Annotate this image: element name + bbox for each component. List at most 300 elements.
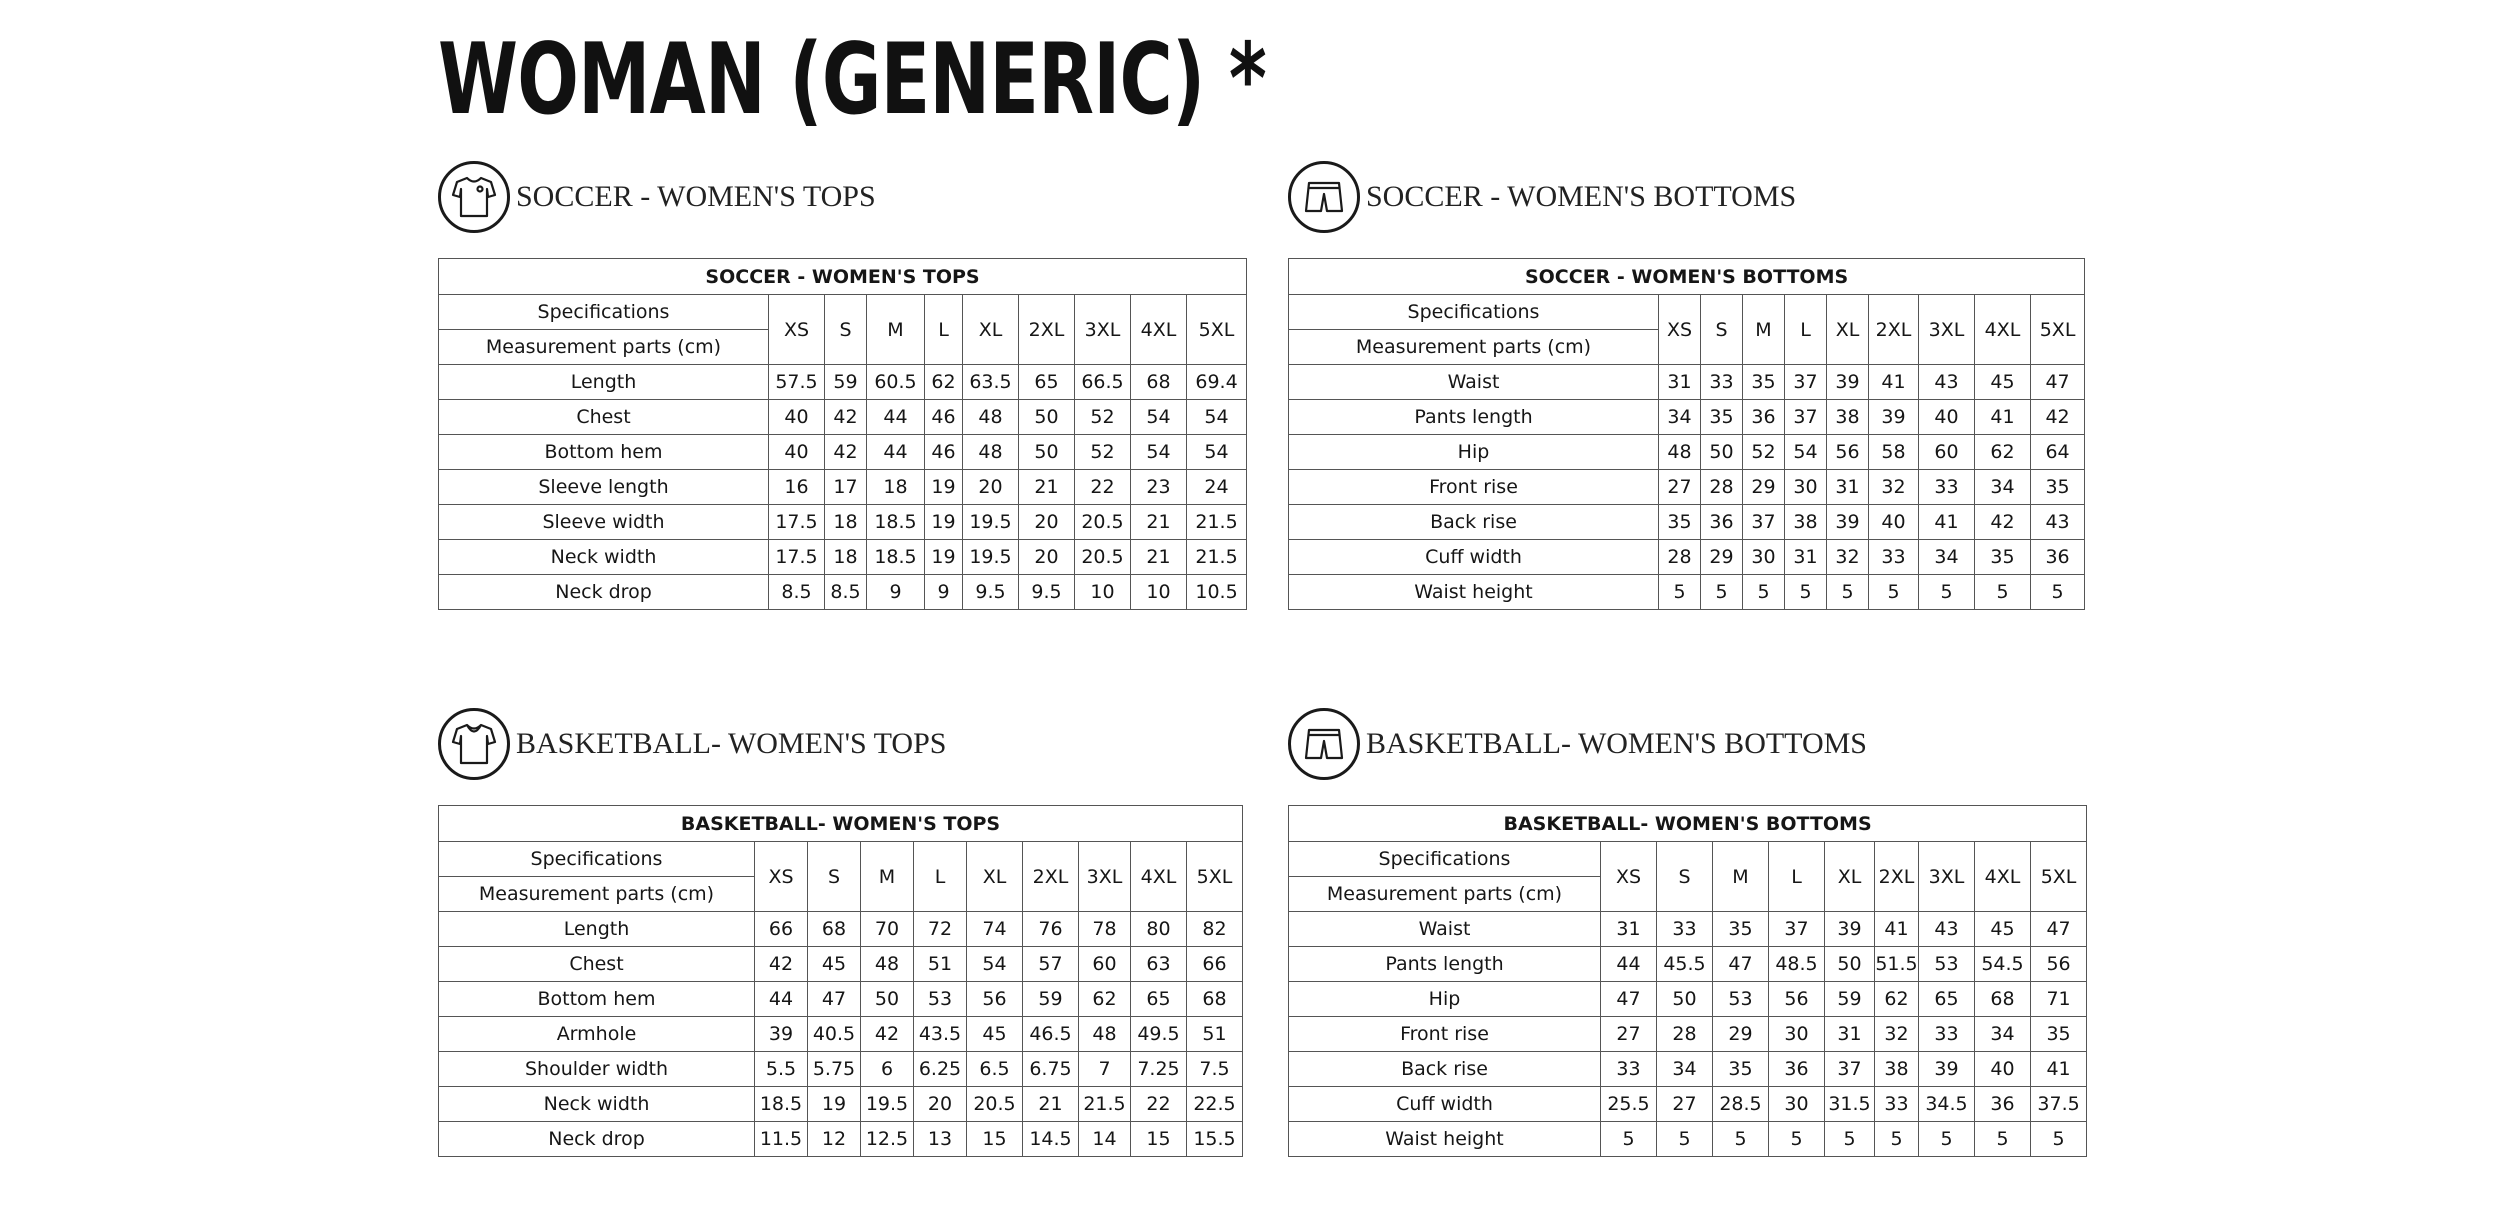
table-cell: 15.5: [1187, 1122, 1243, 1157]
row-label: Chest: [439, 400, 769, 435]
table-cell: 35: [1701, 400, 1743, 435]
table-cell: 34: [1975, 1017, 2031, 1052]
table-cell: 10.5: [1187, 575, 1247, 610]
table-cell: 5: [1919, 1122, 1975, 1157]
size-header-xl: XL: [963, 295, 1019, 365]
section-basketball-tops: [438, 707, 1236, 1150]
table-cell: 35: [2031, 470, 2085, 505]
table-cell: 27: [1601, 1017, 1657, 1052]
table-cell: 18.5: [867, 540, 925, 575]
row-label: Front rise: [1289, 1017, 1601, 1052]
table-cell: 64: [2031, 435, 2085, 470]
table-cell: 71: [2031, 982, 2087, 1017]
table-cell: 66: [755, 912, 808, 947]
table-row: [1289, 947, 2087, 982]
size-header-l: L: [1769, 842, 1825, 912]
table-row: [439, 982, 1243, 1017]
size-header-4xl: 4XL: [1975, 842, 2031, 912]
basketball-jersey-icon-glyph: [451, 722, 497, 766]
size-header-3xl: 3XL: [1079, 842, 1131, 912]
table-cell: 69.4: [1187, 365, 1247, 400]
table-caption-row: [439, 259, 1247, 295]
table-cell: 36: [1743, 400, 1785, 435]
table-row: [439, 470, 1247, 505]
table-row: [1289, 1017, 2087, 1052]
size-header-m: M: [1713, 842, 1769, 912]
shorts-icon: [1288, 708, 1360, 780]
size-chart-table: [1288, 258, 2085, 610]
table-cell: 7.5: [1187, 1052, 1243, 1087]
size-header-m: M: [867, 295, 925, 365]
specifications-label: Specifications: [439, 842, 755, 877]
table-cell: 22: [1131, 1087, 1187, 1122]
table-cell: 37: [1743, 505, 1785, 540]
table-cell: 21.5: [1187, 540, 1247, 575]
row-label: Length: [439, 912, 755, 947]
table-cell: 21.5: [1079, 1087, 1131, 1122]
table-cell: 38: [1875, 1052, 1919, 1087]
row-label: Bottom hem: [439, 982, 755, 1017]
table-cell: 5: [2031, 575, 2085, 610]
table-cell: 37: [1769, 912, 1825, 947]
size-header-3xl: 3XL: [1075, 295, 1131, 365]
table-cell: 33: [1875, 1087, 1919, 1122]
row-label: Pants length: [1289, 400, 1659, 435]
table-cell: 53: [914, 982, 967, 1017]
size-header-4xl: 4XL: [1975, 295, 2031, 365]
table-row: [439, 365, 1247, 400]
size-header-4xl: 4XL: [1131, 842, 1187, 912]
table-cell: 35: [1713, 1052, 1769, 1087]
table-cell: 34: [1657, 1052, 1713, 1087]
table-cell: 42: [755, 947, 808, 982]
table-cell: 53: [1919, 947, 1975, 982]
size-header-2xl: 2XL: [1875, 842, 1919, 912]
table-row: [439, 540, 1247, 575]
table-cell: 12.5: [861, 1122, 914, 1157]
table-cell: 54: [1187, 400, 1247, 435]
table-cell: 30: [1785, 470, 1827, 505]
table-row: [1289, 982, 2087, 1017]
section-heading: [438, 160, 876, 234]
table-cell: 33: [1701, 365, 1743, 400]
size-header-2xl: 2XL: [1019, 295, 1075, 365]
table-cell: 41: [2031, 1052, 2087, 1087]
table-cell: 34: [1659, 400, 1701, 435]
table-cell: 18: [825, 505, 867, 540]
table-cell: 50: [861, 982, 914, 1017]
size-header-2xl: 2XL: [1869, 295, 1919, 365]
size-header-s: S: [808, 842, 861, 912]
table-cell: 5: [1657, 1122, 1713, 1157]
size-header-4xl: 4XL: [1131, 295, 1187, 365]
table-cell: 50: [1019, 400, 1075, 435]
table-cell: 14.5: [1023, 1122, 1079, 1157]
table-cell: 70: [861, 912, 914, 947]
table-cell: 57: [1023, 947, 1079, 982]
section-heading: [1288, 160, 1796, 234]
size-chart-table: [438, 805, 1243, 1157]
table-row: [1289, 1122, 2087, 1157]
row-label: Pants length: [1289, 947, 1601, 982]
table-cell: 42: [2031, 400, 2085, 435]
table-cell: 39: [1919, 1052, 1975, 1087]
table-cell: 5: [1659, 575, 1701, 610]
table-cell: 56: [967, 982, 1023, 1017]
table-cell: 52: [1075, 435, 1131, 470]
table-caption-row: [439, 806, 1243, 842]
size-header-s: S: [1657, 842, 1713, 912]
table-cell: 20.5: [1075, 540, 1131, 575]
table-cell: 62: [1975, 435, 2031, 470]
table-row: [439, 505, 1247, 540]
table-cell: 19: [925, 470, 963, 505]
table-cell: 47: [808, 982, 861, 1017]
measurement-parts-label: Measurement parts (cm): [1289, 877, 1601, 912]
size-header-m: M: [861, 842, 914, 912]
table-cell: 44: [1601, 947, 1657, 982]
table-cell: 32: [1869, 470, 1919, 505]
table-cell: 45: [967, 1017, 1023, 1052]
table-header-row: [439, 295, 1247, 330]
measurement-parts-label: Measurement parts (cm): [439, 330, 769, 365]
table-cell: 8.5: [825, 575, 867, 610]
table-cell: 17.5: [769, 540, 825, 575]
table-cell: 29: [1701, 540, 1743, 575]
table-cell: 35: [1743, 365, 1785, 400]
table-cell: 30: [1743, 540, 1785, 575]
table-cell: 32: [1875, 1017, 1919, 1052]
table-cell: 43: [1919, 912, 1975, 947]
table-cell: 5: [1601, 1122, 1657, 1157]
table-cell: 48: [963, 435, 1019, 470]
table-cell: 53: [1713, 982, 1769, 1017]
table-cell: 43.5: [914, 1017, 967, 1052]
table-header-row: [1289, 842, 2087, 877]
table-cell: 82: [1187, 912, 1243, 947]
size-header-xl: XL: [967, 842, 1023, 912]
table-cell: 54: [967, 947, 1023, 982]
table-cell: 21.5: [1187, 505, 1247, 540]
size-header-5xl: 5XL: [2031, 842, 2087, 912]
table-cell: 44: [867, 400, 925, 435]
table-cell: 7.25: [1131, 1052, 1187, 1087]
table-cell: 5: [1769, 1122, 1825, 1157]
table-row: [1289, 540, 2085, 575]
row-label: Neck width: [439, 540, 769, 575]
measurement-parts-label: Measurement parts (cm): [1289, 330, 1659, 365]
row-label: Back rise: [1289, 1052, 1601, 1087]
table-cell: 54: [1187, 435, 1247, 470]
size-header-3xl: 3XL: [1919, 295, 1975, 365]
table-cell: 45: [1975, 912, 2031, 947]
size-chart-table: [438, 258, 1247, 610]
section-title: SOCCER - WOMEN'S TOPS: [516, 180, 876, 213]
table-cell: 27: [1657, 1087, 1713, 1122]
page-title: WOMAN (GENERIC) *: [438, 23, 1267, 137]
table-cell: 63: [1131, 947, 1187, 982]
table-cell: 32: [1827, 540, 1869, 575]
table-cell: 39: [1825, 912, 1875, 947]
table-cell: 51: [914, 947, 967, 982]
table-cell: 6.25: [914, 1052, 967, 1087]
table-cell: 35: [1975, 540, 2031, 575]
table-cell: 51.5: [1875, 947, 1919, 982]
table-header-row: [1289, 295, 2085, 330]
table-cell: 50: [1701, 435, 1743, 470]
row-label: Hip: [1289, 982, 1601, 1017]
table-cell: 76: [1023, 912, 1079, 947]
row-label: Cuff width: [1289, 540, 1659, 575]
table-cell: 27: [1659, 470, 1701, 505]
row-label: Waist height: [1289, 575, 1659, 610]
table-cell: 46.5: [1023, 1017, 1079, 1052]
table-caption: BASKETBALL- WOMEN'S BOTTOMS: [1289, 806, 2087, 842]
table-cell: 74: [967, 912, 1023, 947]
table-cell: 5: [1713, 1122, 1769, 1157]
table-cell: 21: [1019, 470, 1075, 505]
table-row: [439, 1017, 1243, 1052]
table-cell: 47: [1601, 982, 1657, 1017]
table-row: [439, 1087, 1243, 1122]
table-row: [1289, 400, 2085, 435]
table-cell: 30: [1769, 1087, 1825, 1122]
table-row: [1289, 575, 2085, 610]
table-cell: 54: [1131, 435, 1187, 470]
row-label: Neck drop: [439, 575, 769, 610]
table-cell: 48: [963, 400, 1019, 435]
table-cell: 9.5: [1019, 575, 1075, 610]
basketball-jersey-icon: [438, 708, 510, 780]
table-cell: 45.5: [1657, 947, 1713, 982]
table-cell: 22: [1075, 470, 1131, 505]
table-cell: 20: [914, 1087, 967, 1122]
table-cell: 21: [1131, 540, 1187, 575]
table-cell: 35: [1713, 912, 1769, 947]
table-cell: 31.5: [1825, 1087, 1875, 1122]
row-label: Sleeve length: [439, 470, 769, 505]
table-row: [1289, 365, 2085, 400]
table-cell: 19: [808, 1087, 861, 1122]
size-header-5xl: 5XL: [2031, 295, 2085, 365]
table-cell: 25.5: [1601, 1087, 1657, 1122]
table-cell: 6: [861, 1052, 914, 1087]
table-cell: 20: [1019, 540, 1075, 575]
table-cell: 44: [867, 435, 925, 470]
table-cell: 5: [1827, 575, 1869, 610]
table-cell: 36: [1975, 1087, 2031, 1122]
table-cell: 43: [2031, 505, 2085, 540]
table-cell: 72: [914, 912, 967, 947]
table-cell: 29: [1743, 470, 1785, 505]
row-label: Length: [439, 365, 769, 400]
table-cell: 10: [1075, 575, 1131, 610]
table-cell: 18: [825, 540, 867, 575]
table-cell: 15: [967, 1122, 1023, 1157]
table-cell: 5: [2031, 1122, 2087, 1157]
shorts-icon-glyph: [1304, 727, 1344, 761]
table-cell: 5: [1975, 1122, 2031, 1157]
table-cell: 65: [1919, 982, 1975, 1017]
size-header-s: S: [1701, 295, 1743, 365]
table-cell: 80: [1131, 912, 1187, 947]
section-heading: [1288, 707, 1867, 781]
table-cell: 48: [1079, 1017, 1131, 1052]
table-cell: 13: [914, 1122, 967, 1157]
table-cell: 19.5: [963, 505, 1019, 540]
table-cell: 39: [1869, 400, 1919, 435]
table-cell: 28.5: [1713, 1087, 1769, 1122]
table-cell: 43: [1919, 365, 1975, 400]
row-label: Chest: [439, 947, 755, 982]
table-cell: 52: [1075, 400, 1131, 435]
table-cell: 58: [1869, 435, 1919, 470]
table-cell: 38: [1785, 505, 1827, 540]
table-caption: SOCCER - WOMEN'S BOTTOMS: [1289, 259, 2085, 295]
table-cell: 63.5: [963, 365, 1019, 400]
table-cell: 66.5: [1075, 365, 1131, 400]
size-header-xs: XS: [1601, 842, 1657, 912]
table-caption: BASKETBALL- WOMEN'S TOPS: [439, 806, 1243, 842]
table-cell: 6.5: [967, 1052, 1023, 1087]
section-title: SOCCER - WOMEN'S BOTTOMS: [1366, 180, 1797, 213]
table-row: [439, 1052, 1243, 1087]
row-label: Waist height: [1289, 1122, 1601, 1157]
row-label: Waist: [1289, 912, 1601, 947]
table-cell: 48.5: [1769, 947, 1825, 982]
table-cell: 68: [1187, 982, 1243, 1017]
table-cell: 50: [1657, 982, 1713, 1017]
specifications-label: Specifications: [439, 295, 769, 330]
table-header-row: [439, 842, 1243, 877]
row-label: Hip: [1289, 435, 1659, 470]
table-cell: 28: [1659, 540, 1701, 575]
table-cell: 40.5: [808, 1017, 861, 1052]
table-cell: 14: [1079, 1122, 1131, 1157]
table-cell: 68: [1131, 365, 1187, 400]
table-cell: 36: [1701, 505, 1743, 540]
table-cell: 5: [1875, 1122, 1919, 1157]
row-label: Armhole: [439, 1017, 755, 1052]
size-header-xs: XS: [1659, 295, 1701, 365]
table-cell: 21: [1131, 505, 1187, 540]
size-header-l: L: [914, 842, 967, 912]
table-cell: 65: [1019, 365, 1075, 400]
section-title: BASKETBALL- WOMEN'S BOTTOMS: [1366, 727, 1867, 760]
table-cell: 51: [1187, 1017, 1243, 1052]
table-cell: 31: [1659, 365, 1701, 400]
size-header-3xl: 3XL: [1919, 842, 1975, 912]
size-header-2xl: 2XL: [1023, 842, 1079, 912]
table-cell: 40: [1975, 1052, 2031, 1087]
table-cell: 39: [1827, 365, 1869, 400]
table-cell: 48: [1659, 435, 1701, 470]
table-cell: 5: [1975, 575, 2031, 610]
table-cell: 37.5: [2031, 1087, 2087, 1122]
table-cell: 47: [1713, 947, 1769, 982]
size-header-s: S: [825, 295, 867, 365]
table-cell: 28: [1701, 470, 1743, 505]
table-cell: 40: [1919, 400, 1975, 435]
table-row: [439, 912, 1243, 947]
table-cell: 59: [1825, 982, 1875, 1017]
table-cell: 52: [1743, 435, 1785, 470]
table-cell: 9: [925, 575, 963, 610]
size-header-xl: XL: [1825, 842, 1875, 912]
table-cell: 54.5: [1975, 947, 2031, 982]
size-header-m: M: [1743, 295, 1785, 365]
table-cell: 37: [1785, 400, 1827, 435]
table-cell: 41: [1869, 365, 1919, 400]
table-cell: 34: [1975, 470, 2031, 505]
table-cell: 16: [769, 470, 825, 505]
specifications-label: Specifications: [1289, 295, 1659, 330]
section-soccer-bottoms: [1288, 160, 2076, 603]
table-cell: 42: [825, 400, 867, 435]
table-cell: 48: [861, 947, 914, 982]
table-row: [439, 400, 1247, 435]
row-label: Bottom hem: [439, 435, 769, 470]
size-header-xl: XL: [1827, 295, 1869, 365]
table-cell: 56: [2031, 947, 2087, 982]
table-cell: 44: [755, 982, 808, 1017]
table-cell: 65: [1131, 982, 1187, 1017]
table-row: [439, 1122, 1243, 1157]
table-cell: 36: [1769, 1052, 1825, 1087]
table-cell: 15: [1131, 1122, 1187, 1157]
table-cell: 46: [925, 435, 963, 470]
table-cell: 41: [1975, 400, 2031, 435]
size-chart-table: [1288, 805, 2087, 1157]
table-cell: 17.5: [769, 505, 825, 540]
table-cell: 57.5: [769, 365, 825, 400]
table-cell: 59: [1023, 982, 1079, 1017]
table-cell: 33: [1601, 1052, 1657, 1087]
table-cell: 60: [1079, 947, 1131, 982]
table-cell: 40: [769, 400, 825, 435]
section-soccer-tops: [438, 160, 1238, 603]
table-cell: 35: [1659, 505, 1701, 540]
table-cell: 42: [861, 1017, 914, 1052]
table-cell: 17: [825, 470, 867, 505]
table-cell: 56: [1827, 435, 1869, 470]
measurement-parts-label: Measurement parts (cm): [439, 877, 755, 912]
table-cell: 20: [963, 470, 1019, 505]
specifications-label: Specifications: [1289, 842, 1601, 877]
table-cell: 5: [1785, 575, 1827, 610]
table-cell: 46: [925, 400, 963, 435]
table-cell: 54: [1785, 435, 1827, 470]
table-cell: 39: [755, 1017, 808, 1052]
table-cell: 5: [1701, 575, 1743, 610]
row-label: Back rise: [1289, 505, 1659, 540]
table-cell: 35: [2031, 1017, 2087, 1052]
table-cell: 5.75: [808, 1052, 861, 1087]
size-header-xs: XS: [755, 842, 808, 912]
table-cell: 42: [1975, 505, 2031, 540]
table-cell: 40: [769, 435, 825, 470]
table-cell: 41: [1919, 505, 1975, 540]
table-cell: 68: [1975, 982, 2031, 1017]
table-cell: 18: [867, 470, 925, 505]
table-row: [439, 947, 1243, 982]
size-header-5xl: 5XL: [1187, 842, 1243, 912]
table-cell: 29: [1713, 1017, 1769, 1052]
table-cell: 62: [925, 365, 963, 400]
table-cell: 45: [1975, 365, 2031, 400]
table-cell: 24: [1187, 470, 1247, 505]
row-label: Neck width: [439, 1087, 755, 1122]
